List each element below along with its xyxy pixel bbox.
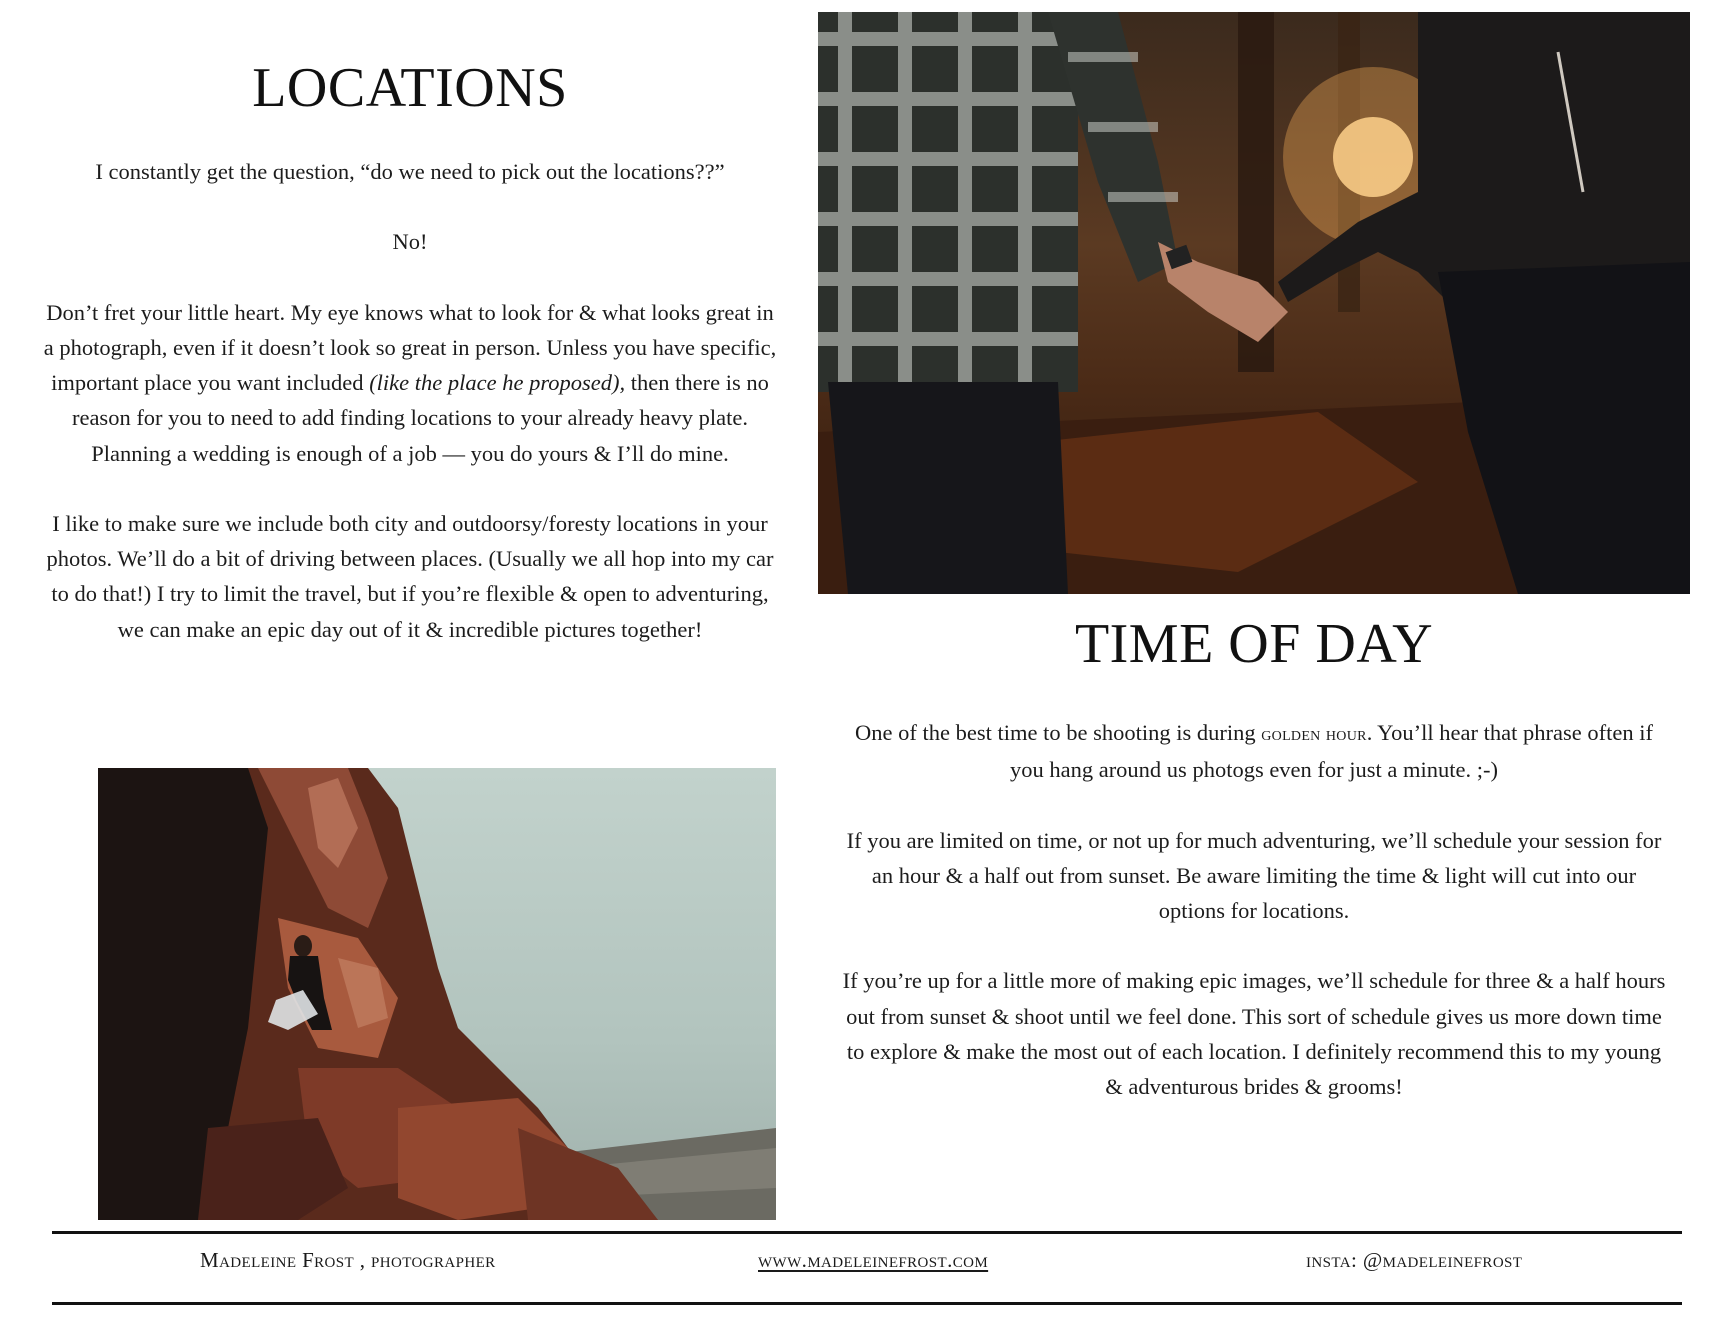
time-of-day-paragraph-2: If you are limited on time, or not up for much adventuring, we’ll schedule your session for an hour & a half out from sunset. Be aware limiting the time & light will cut into our options for locations.: [846, 827, 1662, 923]
time-of-day-paragraph-1-start: One of the best time to be shooting is during: [855, 720, 1262, 745]
footer-bottom-rule: [52, 1302, 1682, 1305]
locations-paragraph-1: [40, 295, 780, 471]
time-of-day-paragraph-1-end: . You’ll hear that phrase often if you hang around us photogs even for just a minute. ;-): [1009, 720, 1653, 783]
time-of-day-title: TIME OF DAY: [1074, 613, 1434, 675]
footer-instagram-handle: insta: @madeleinefrost: [1306, 1248, 1523, 1272]
footer-top-rule: [52, 1231, 1682, 1234]
locations-title: LOCATIONS: [252, 57, 568, 119]
rock-cliff-photo: [98, 768, 776, 1220]
time-of-day-body: [836, 715, 1672, 1104]
locations-body: [40, 154, 780, 647]
locations-paragraph-2: I like to make sure we include both city and outdoorsy/foresty locations in your photos. We’ll do a bit of driving between places. (Usually we all hop into my car to do that!) I try to limit the travel, but if you’re flexible & open to adventuring, we can make an epic day out of it & incredible pictures together!: [46, 510, 774, 642]
golden-hour-text: golden hour: [1261, 723, 1367, 745]
footer-website-link[interactable]: www.madeleinefrost.com: [758, 1248, 989, 1272]
locations-intro: I constantly get the question, “do we need to pick out the locations??”: [95, 159, 725, 184]
footer-photographer-name: Madeleine Frost , photographer: [200, 1248, 496, 1272]
locations-answer: No!: [392, 229, 428, 255]
time-of-day-paragraph-1: [836, 715, 1672, 787]
locations-paragraph-1-start: Don’t fret your little heart. My eye knows what to look for & what looks great in a photograph, even if it doesn’t look so great in person. Unless you have specific, important place you want included: [43, 299, 777, 396]
couple-holding-hands-photo: [818, 12, 1690, 594]
time-of-day-paragraph-3: If you’re up for a little more of making epic images, we’ll schedule for three & a half hours out from sunset & shoot until we feel done. This sort of schedule gives us more down time to explore & make the most out of each location. I definitely recommend this to my young & adventurous brides & grooms!: [842, 968, 1666, 1099]
locations-paragraph-1-italic: (like the place he proposed),: [369, 370, 626, 396]
locations-paragraph-1-end: then there is no reason for you to need to add finding locations to your already heavy plate. Planning a wedding is enough of a job — you do yours & I’ll do mine.: [71, 370, 769, 466]
